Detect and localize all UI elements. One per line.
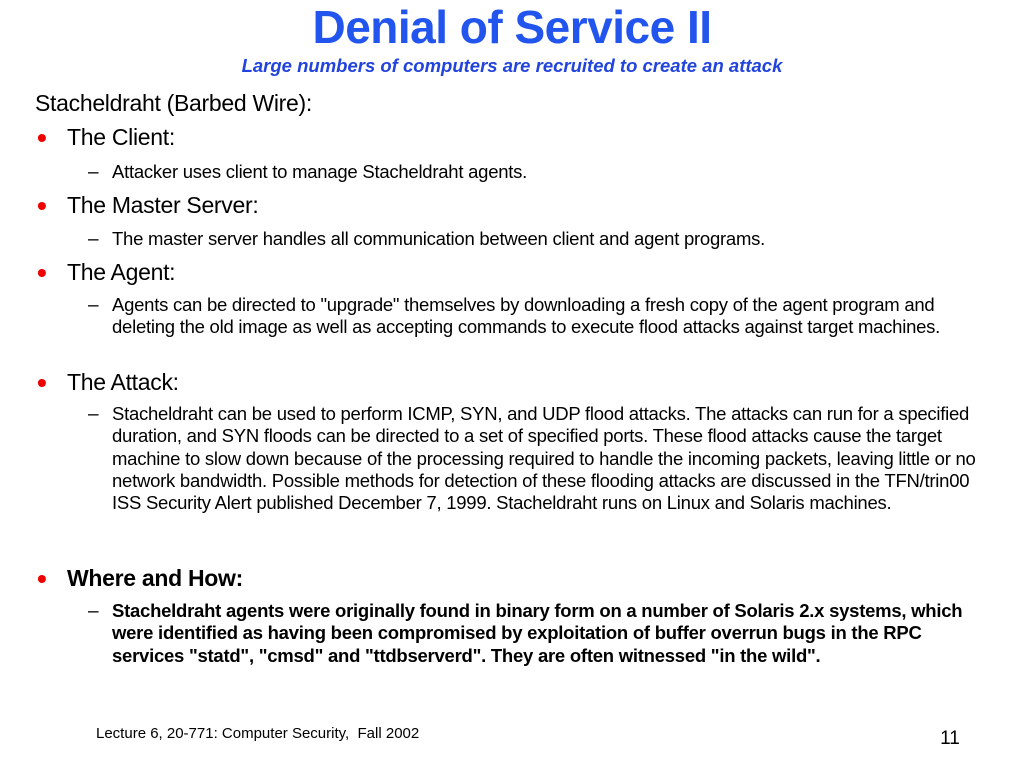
bullet-client: The Client: <box>67 124 175 150</box>
sub-agent: Agents can be directed to "upgrade" themselves by downloading a fresh copy of the agent program and deleting the old image as well as accepting commands to execute flood attacks against target machines. <box>112 294 941 338</box>
bullet-where-and-how: Where and How: <box>67 565 243 591</box>
sub-master-server: The master server handles all communication between client and agent programs. <box>112 228 766 249</box>
dash-icon: – <box>88 295 99 316</box>
sub-attack: Stacheldraht can be used to perform ICMP, SYN, and UDP flood attacks. The attacks can run for a specified duration, and SYN floods can be directed to a set of specified ports. These flood attacks cause the target machine to slow down because of the processing required to handle the incoming packets, leaving little or no network bandwidth. Possible methods for detection of these flooding attacks are discussed in the TFN/trin00 ISS Security Alert published December 7, 1999. Stacheldraht runs on Linux and Solaris machines. <box>112 403 976 514</box>
dash-icon: – <box>88 162 99 183</box>
bullet-agent: The Agent: <box>67 259 176 285</box>
dash-icon: – <box>88 601 99 622</box>
footer-text: Lecture 6, 20-771: Computer Security, Fall 2002 <box>96 725 420 742</box>
sub-where-and-how: Stacheldraht agents were originally found in binary form on a number of Solaris 2.x systems, which were identified as having been compromised by exploitation of buffer overrun bugs in the RPC services "statd", "cmsd" and "ttdbserverd". They are often witnessed "in the wild". <box>112 600 963 666</box>
bullet-icon: • <box>37 257 47 288</box>
slide-title: Denial of Service II <box>312 1 712 53</box>
section-heading: Stacheldraht (Barbed Wire): <box>35 90 312 116</box>
page-number: 11 <box>940 728 960 749</box>
bullet-icon: • <box>37 122 47 153</box>
bullet-master-server: The Master Server: <box>67 192 259 218</box>
bullet-icon: • <box>37 563 47 594</box>
bullet-icon: • <box>37 190 47 221</box>
dash-icon: – <box>88 404 99 425</box>
bullet-icon: • <box>37 367 47 398</box>
sub-client: Attacker uses client to manage Stacheldraht agents. <box>112 161 528 182</box>
dash-icon: – <box>88 229 99 250</box>
slide-subtitle: Large numbers of computers are recruited to create an attack <box>241 55 783 76</box>
bullet-attack: The Attack: <box>67 369 179 395</box>
